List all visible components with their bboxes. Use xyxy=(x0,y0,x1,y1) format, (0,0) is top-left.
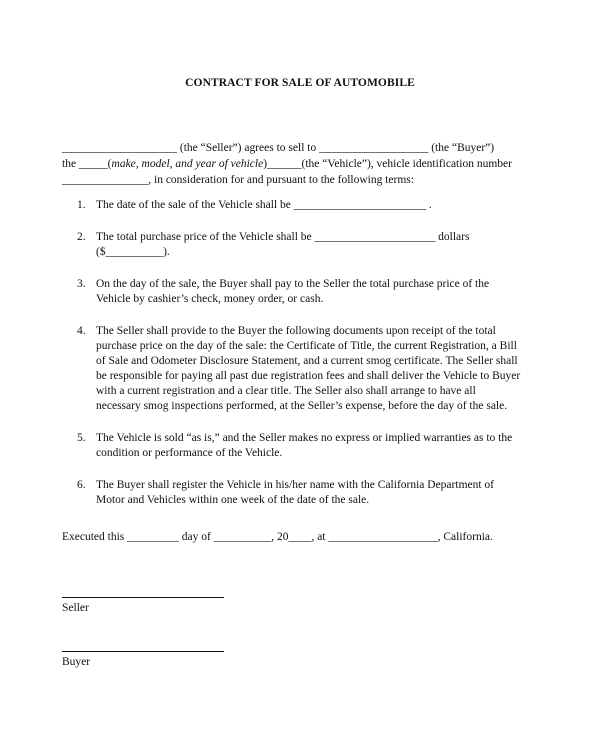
term-text: The Seller shall provide to the Buyer the following documents upon receipt of the total purchase price on the day of the sale: the Certificate of Title, the current Registration, a Bill of Sale and Odometer Disclosure Statement, and a current smog certificate. The Seller shall be responsible for paying all past due registration fees and shall deliver the Vehicle to Buyer with a current registration and a clear title. The Seller also shall arrange to have all necessary smog inspections performed, at the Seller’s expense, before the day of the sale. xyxy=(96,325,521,412)
term-item xyxy=(62,198,522,213)
term-number: 2. xyxy=(77,231,86,243)
intro-line-2 xyxy=(62,157,542,173)
seller-label: Seller xyxy=(62,602,89,614)
term-number: 4. xyxy=(77,325,86,337)
executed-line: Executed this _________ day of __________, 20____, at ___________________, California. xyxy=(62,531,493,543)
term-text: The date of the sale of the Vehicle shall be _______________________ . xyxy=(96,199,432,211)
document-title: CONTRACT FOR SALE OF AUTOMOBILE xyxy=(185,77,415,89)
intro-line-2-start: the _____( xyxy=(62,158,112,170)
intro-line-1: ____________________ (the “Seller”) agrees to sell to ___________________ (the “Buyer”) xyxy=(62,142,495,154)
intro-paragraph xyxy=(62,141,542,189)
term-item xyxy=(62,277,522,307)
term-number: 1. xyxy=(77,199,86,211)
intro-line-2-end: )______(the “Vehicle”), vehicle identification number xyxy=(263,158,512,170)
term-item xyxy=(62,478,522,508)
buyer-signature-line xyxy=(62,651,224,652)
term-text: The total purchase price of the Vehicle shall be _____________________ dollars ($__________). xyxy=(96,231,470,258)
term-number: 6. xyxy=(77,479,86,491)
intro-line-3: _______________, in consideration for and pursuant to the following terms: xyxy=(62,174,414,186)
term-item xyxy=(62,324,522,414)
terms-list xyxy=(62,198,522,525)
term-item xyxy=(62,230,522,260)
buyer-signature-block xyxy=(62,651,224,670)
seller-signature-line xyxy=(62,597,224,598)
term-item xyxy=(62,431,522,461)
buyer-label: Buyer xyxy=(62,656,91,668)
vehicle-description-hint: make, model, and year of vehicle xyxy=(111,158,264,170)
term-text: The Buyer shall register the Vehicle in his/her name with the California Department of Motor and Vehicles within one week of the date of the sale. xyxy=(96,479,495,506)
term-number: 3. xyxy=(77,278,86,290)
term-text: On the day of the sale, the Buyer shall pay to the Seller the total purchase price of the Vehicle by cashier’s check, money order, or cash. xyxy=(96,278,490,305)
term-number: 5. xyxy=(77,432,86,444)
seller-signature-block xyxy=(62,597,224,616)
term-text: The Vehicle is sold “as is,” and the Seller makes no express or implied warranties as to the condition or performance of the Vehicle. xyxy=(96,432,513,459)
